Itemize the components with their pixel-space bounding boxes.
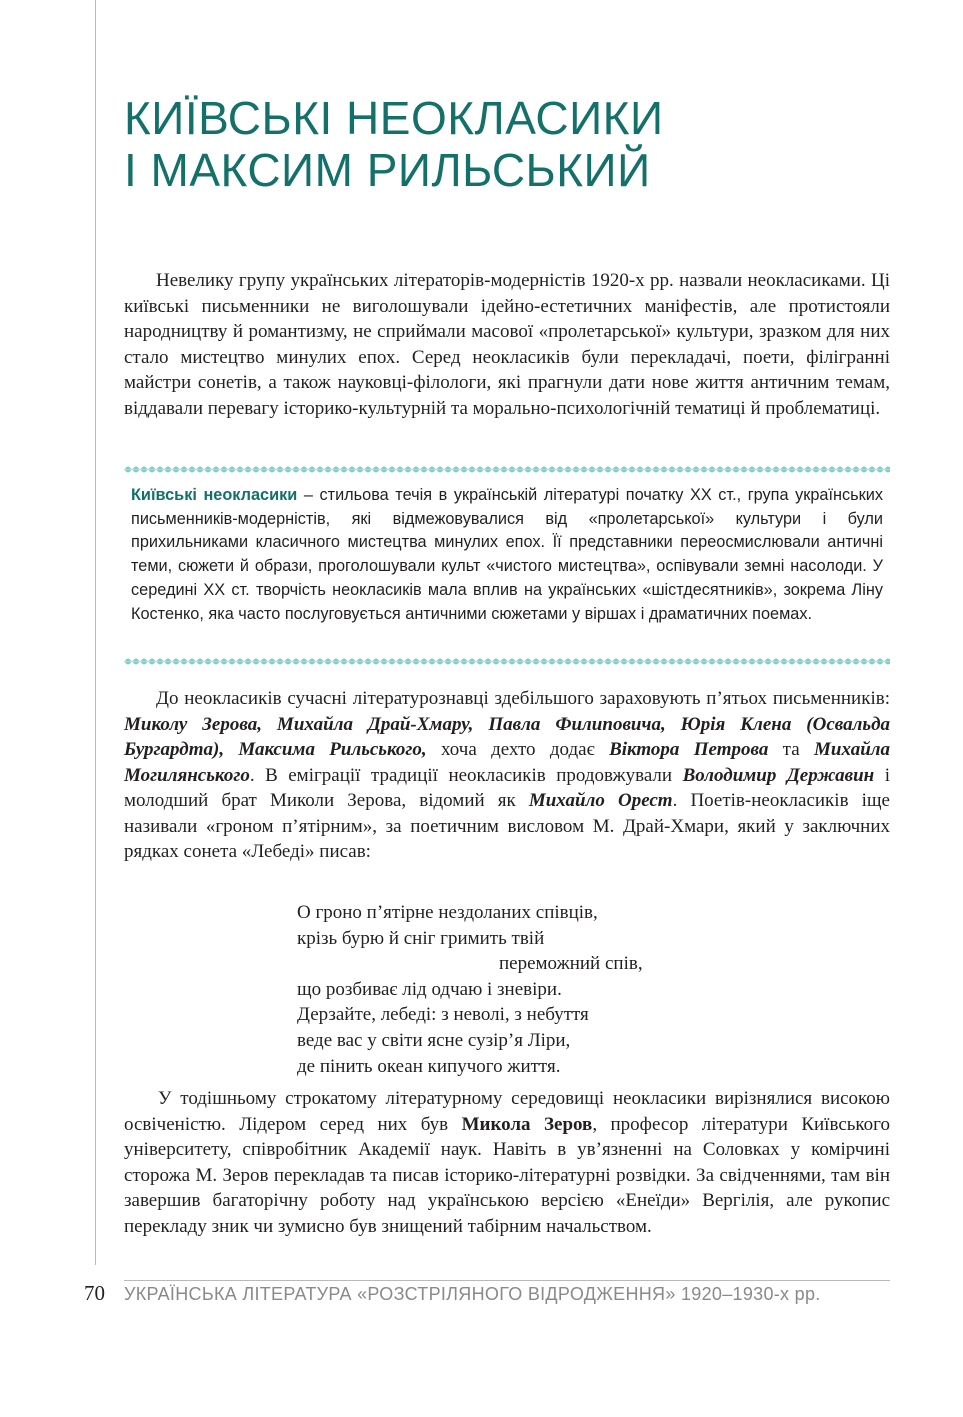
chapter-title-line-1: КИЇВСЬКІ НЕОКЛАСИКИ xyxy=(124,92,664,144)
left-margin-rule xyxy=(95,0,96,1265)
definition-term: Київські неокласики xyxy=(131,486,298,504)
poem-line: Дерзайте, лебеді: з неволі, з небуття xyxy=(297,1004,589,1026)
running-head: УКРАЇНСЬКА ЛІТЕРАТУРА «РОЗСТРІЛЯНОГО ВІДРОДЖЕННЯ» 1920–1930-х рр. xyxy=(124,1284,821,1304)
poem-line: крізь бурю й сніг гримить твій xyxy=(297,927,545,949)
ornament-divider-top xyxy=(124,465,890,474)
text-run: і молодший брат Миколи Зерова, відомий як xyxy=(124,764,890,811)
text-run: У тодішньому строкатому літературному середовищі неокласики вирізнялися високою освіченістю. Лідером серед них був xyxy=(124,1088,890,1135)
definition-text: – стильова течія в українській літературі початку ХХ ст., група українських письменників-модерністів, які відмежовувалися від «пролетарської» культури і були прихильниками класичного мистецтва минулих епох. Її представники переосмислювали античні теми, сюжети й образи, проголошували культ «чистого мистецтва», оспівували земні насолоди. У середині ХХ ст. творчість неокласиків мала вплив на українських «шістдесятників», зокрема Ліну Костенко, яка часто послуговується античними сюжетами у віршах і драматичних поемах. xyxy=(131,486,883,623)
definition-box xyxy=(131,484,883,626)
text-run: До неокласиків сучасні літературознавці здебільшого зараховують п’ятьох письменників: xyxy=(156,688,890,709)
author-name: Володимир Державин xyxy=(682,764,875,786)
author-name: Микола Зеров xyxy=(461,1113,593,1135)
text-run: . Поетів-неокласиків іще називали «гроном п’ятірним», за поетичним висловом М. Драй-Хмари, який у заключних рядках сонета «Лебеді» писав: xyxy=(124,790,890,862)
ornament-divider-bottom xyxy=(124,657,890,666)
author-name: Михайло Орест xyxy=(528,790,673,811)
page-number: 70 xyxy=(84,1281,105,1305)
author-name: Віктора Петрова xyxy=(609,739,769,760)
members-paragraph xyxy=(124,686,890,865)
poem-line: О гроно п’ятірне нездоланих співців, xyxy=(297,902,598,923)
poem-line: переможний спів, xyxy=(499,953,643,975)
text-run: та xyxy=(768,739,814,760)
chapter-title xyxy=(124,92,664,196)
text-run: , професор літератури Київського університету, співробітник Академії наук. Навіть в ув’язненні на Соловках у комірчині сторожа М. Зеров перекладав та писав історико-літературні розвідки. За свідченнями, там він завершив багаторічну роботу над українською версією «Енеїди» Вергілія, але рукопис перекладу зник чи зумисно був знищений табірним начальством. xyxy=(124,1113,891,1237)
text-run: . В еміграції традиції неокласиків продовжували xyxy=(249,764,683,786)
author-name: Михайла Могилянського xyxy=(124,739,891,786)
poem-line: що розбиває лід одчаю і зневіри. xyxy=(297,978,562,1000)
chapter-title-line-2: І МАКСИМ РИЛЬСЬКИЙ xyxy=(124,144,651,196)
author-names: Миколу Зерова, Михайла Драй-Хмару, Павла Филиповича, Юрія Клена (Освальда Бургардта), Максима Рильського, xyxy=(124,713,890,760)
poem-quote xyxy=(297,900,643,1079)
poem-line: веде вас у світи ясне сузір’я Ліри, xyxy=(297,1029,571,1051)
zerov-paragraph xyxy=(124,1086,890,1239)
poem-line: де пінить океан кипучого життя. xyxy=(297,1055,561,1077)
footer-rule xyxy=(124,1280,890,1281)
intro-paragraph: Невелику групу українських літераторів-модерністів 1920-х рр. назвали неокласиками. Ці київські письменники не виголошували ідейно-естетичних маніфестів, але протистояли народництву й романтизму, не сприймали масової «пролетарської» культури, зразком для них стало мистецтво минулих епох. Серед неокласиків були перекладачі, поети, філігранні майстри сонетів, а також науковці-філологи, які прагнули дати нове життя античним темам, віддавали перевагу історико-культурній та морально-психологічній тематиці й проблематиці. xyxy=(124,270,890,419)
text-run: хоча дехто додає xyxy=(426,739,610,760)
